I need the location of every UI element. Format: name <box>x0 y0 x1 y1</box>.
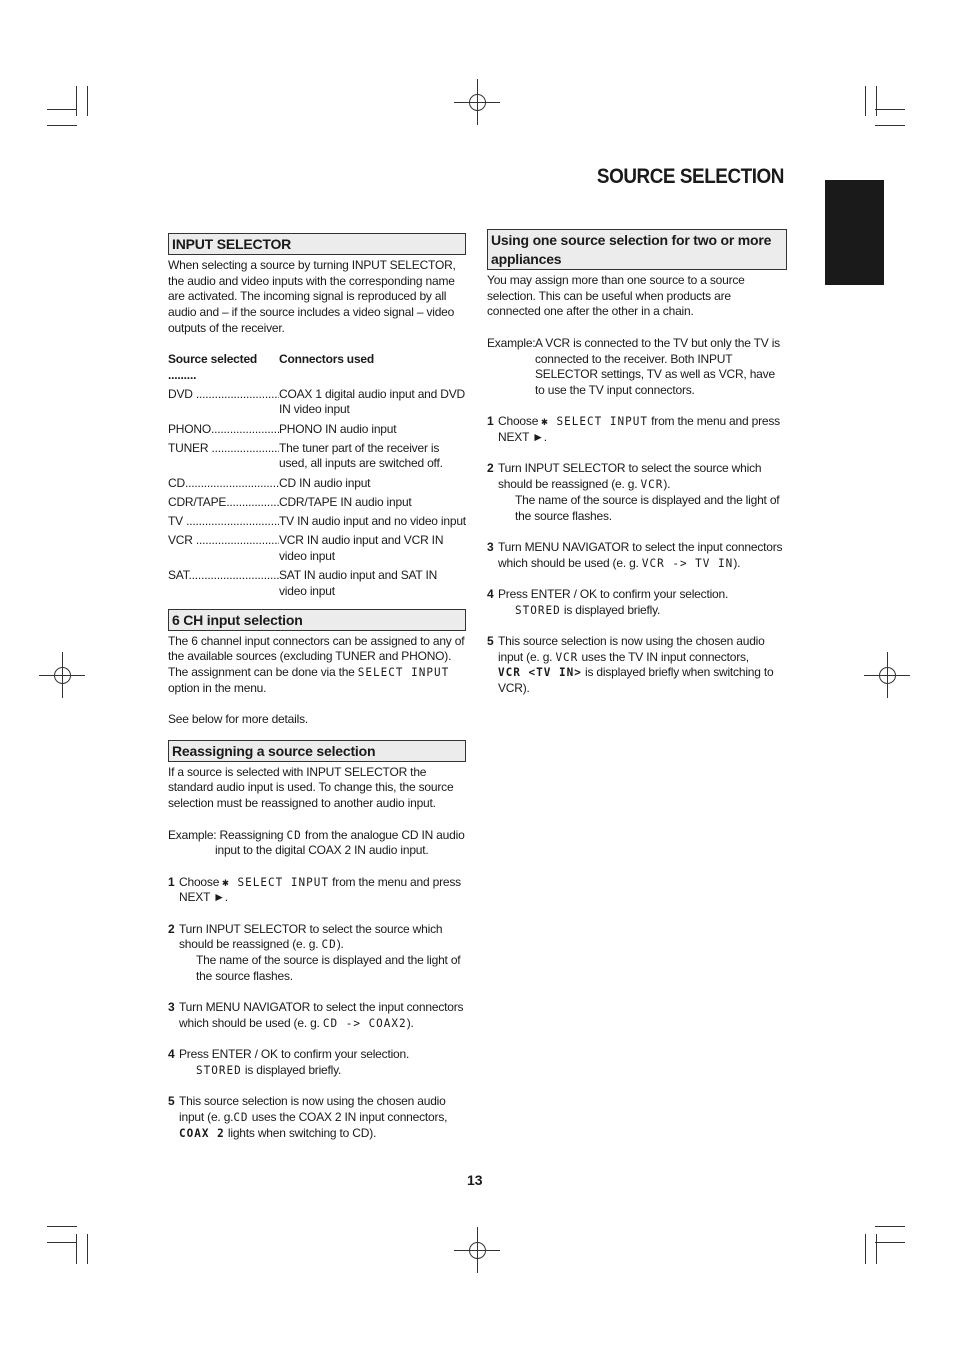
crop-mark <box>47 125 77 126</box>
crop-mark <box>87 86 88 116</box>
step-text: Choose <box>498 414 542 429</box>
step-text: Turn INPUT SELECTOR to select the source which should be reassigned (e. g. <box>179 921 443 952</box>
connectors-used: The tuner part of the receiver is used, all inputs are switched off. <box>279 440 443 471</box>
crop-mark <box>47 109 77 110</box>
step-text: This source selection is now using the chosen audio input (e. g. <box>498 634 765 664</box>
crop-mark <box>876 1234 877 1264</box>
crop-mark <box>876 86 877 116</box>
step-body <box>179 875 466 906</box>
step-text: ). <box>733 555 741 570</box>
table-row <box>168 387 466 418</box>
step-text: Press ENTER / OK to confirm your selection. <box>498 586 729 601</box>
input-selector-intro: When selecting a source by turning INPUT SELECTOR, the audio and video inputs with the corresponding name are activated. The incoming signal is reproduced by all audio and – if the source includes a video signal – video outputs of the receiver. <box>168 258 456 335</box>
lcd-text: CD -> COAX2 <box>322 1016 407 1031</box>
connectors-used: CDR/TAPE IN audio input <box>279 494 412 509</box>
step-text: ). <box>336 937 344 952</box>
step-line <box>179 1000 466 1031</box>
crop-mark <box>865 1234 866 1264</box>
step-body <box>498 587 787 618</box>
crop-mark <box>87 1234 88 1264</box>
step-number: 2 <box>168 921 175 936</box>
step-text: uses the COAX 2 IN input connectors, <box>248 1110 448 1125</box>
step-body <box>179 922 466 985</box>
six-ch-heading: 6 CH input selection <box>168 609 466 631</box>
step-line <box>498 540 787 571</box>
source-name: CD ..... <box>168 476 279 492</box>
connectors-used: SAT IN audio input and SAT IN video input <box>279 568 438 598</box>
lcd-indicator: COAX 2 <box>179 1126 225 1141</box>
lcd-text: CD <box>321 938 337 952</box>
source-name: SAT ..... <box>168 568 279 599</box>
step-number: 5 <box>487 634 494 649</box>
input-selector-heading: INPUT SELECTOR <box>168 233 466 255</box>
crop-mark <box>76 86 77 116</box>
registration-mark-icon <box>464 1237 490 1263</box>
step-text: is displayed briefly. <box>560 602 661 617</box>
table-row <box>168 441 466 472</box>
step-body <box>179 1000 466 1031</box>
step-text: from the menu and press NEXT ►. <box>498 414 780 444</box>
crop-mark <box>875 125 905 126</box>
source-name: CDR/TAPE ..... <box>168 495 279 511</box>
reassign-steps <box>168 875 466 1142</box>
table-row <box>168 422 466 438</box>
lcd-text: ✱ SELECT INPUT <box>222 875 330 889</box>
step-text: Choose <box>179 874 223 889</box>
source-table <box>168 387 466 600</box>
source-header: Source selected ......... <box>168 352 258 382</box>
step-line <box>498 587 787 603</box>
step-text: ). <box>663 477 671 492</box>
connectors-used: TV IN audio input and no video input <box>279 514 466 529</box>
step-text: Turn MENU NAVIGATOR to select the input connectors which should be used (e. g. <box>498 539 783 570</box>
step-note: The name of the source is displayed and the light of the source flashes. <box>196 953 461 983</box>
multi-steps <box>487 414 787 697</box>
page-title: SOURCE SELECTION <box>596 165 784 188</box>
connectors-used: PHONO IN audio input <box>279 421 397 436</box>
source-name: VCR ..... <box>168 533 279 564</box>
step-number: 5 <box>168 1094 175 1109</box>
step-text: from the menu and press NEXT ►. <box>179 874 461 905</box>
step-line <box>179 1094 466 1141</box>
step-text: is displayed briefly. <box>241 1063 342 1078</box>
crop-mark <box>865 86 866 116</box>
reassign-example: Example: Reassigning CD from the analogue CD IN audio <box>168 827 465 842</box>
list-item <box>487 461 787 524</box>
registration-mark-icon <box>49 662 75 688</box>
list-item <box>168 1000 466 1031</box>
source-name: DVD ..... <box>168 387 279 418</box>
step-line <box>179 922 466 953</box>
step-line <box>498 461 787 492</box>
step-line <box>498 634 787 697</box>
lcd-indicator: VCR <TV IN> <box>498 666 582 680</box>
lcd-text: STORED <box>515 603 561 617</box>
registration-mark-icon <box>874 662 900 688</box>
reassign-intro: If a source is selected with INPUT SELECTOR the standard audio input is used. To change this, the source selection must be reassigned to another audio input. <box>168 764 454 811</box>
step-line <box>179 1063 466 1079</box>
step-number: 1 <box>487 414 494 429</box>
step-body <box>498 461 787 524</box>
step-line <box>179 875 466 906</box>
step-body <box>179 1047 466 1078</box>
six-ch-text: The 6 channel input connectors can be assigned to any of the available sources (excluding TUNER and PHONO). The assignment can be done via the SELECT INPUT option in the menu. <box>168 633 465 695</box>
step-body <box>498 540 787 571</box>
step-line <box>179 1047 466 1063</box>
lcd-select-input: SELECT INPUT <box>357 665 450 680</box>
see-below: See below for more details. <box>168 712 309 727</box>
step-text: is displayed briefly when switching to VCR). <box>498 665 774 696</box>
multi-heading: Using one source selection for two or more appliances <box>487 229 787 270</box>
step-number: 1 <box>168 874 175 889</box>
table-row <box>168 495 466 511</box>
source-name: TUNER ..... <box>168 441 279 472</box>
list-item <box>168 1047 466 1078</box>
list-item <box>487 587 787 618</box>
list-item <box>168 1094 466 1141</box>
reassign-heading: Reassigning a source selection <box>168 740 466 762</box>
page-number: 13 <box>467 1172 483 1188</box>
crop-mark <box>875 1226 905 1227</box>
step-text: Turn INPUT SELECTOR to select the source which should be reassigned (e. g. <box>498 461 762 492</box>
lcd-text: VCR <box>640 477 664 492</box>
table-row <box>168 476 466 492</box>
lcd-text: CD <box>233 1110 249 1125</box>
step-text: Press ENTER / OK to confirm your selection. <box>179 1047 410 1062</box>
step-line <box>498 414 787 445</box>
right-column <box>487 229 787 697</box>
list-item <box>487 634 787 697</box>
connectors-used: VCR IN audio input and VCR IN video input <box>279 533 444 563</box>
step-number: 2 <box>487 461 494 476</box>
step-note: The name of the source is displayed and the light of the source flashes. <box>515 492 780 523</box>
left-column <box>168 233 466 1142</box>
step-body <box>498 414 787 445</box>
reassign-example-line2: input to the digital COAX 2 IN audio input. <box>215 843 429 858</box>
list-item <box>487 414 787 445</box>
multi-intro: You may assign more than one source to a source selection. This can be useful when products are connected one after the other in a chain. <box>487 273 745 319</box>
step-body <box>498 634 787 697</box>
step-text: uses the TV IN input connectors, <box>578 649 749 664</box>
step-number: 4 <box>487 586 494 601</box>
step-text: This source selection is now using the chosen audio input (e. g. <box>179 1094 446 1125</box>
table-row <box>168 533 466 564</box>
list-item <box>168 875 466 906</box>
step-body <box>179 1094 466 1141</box>
lcd-text: ✱ SELECT INPUT <box>541 414 649 429</box>
step-line <box>498 603 787 619</box>
lcd-text: VCR -> TV IN <box>641 556 734 570</box>
step-number: 3 <box>487 539 494 554</box>
list-item <box>168 922 466 985</box>
connectors-used: CD IN audio input <box>279 475 371 490</box>
source-name: PHONO ..... <box>168 422 279 438</box>
connectors-header: Connectors used <box>279 352 375 367</box>
table-row <box>168 568 466 599</box>
step-text: Turn MENU NAVIGATOR to select the input connectors which should be used (e. g. <box>179 1000 464 1030</box>
lcd-text: STORED <box>196 1063 242 1078</box>
crop-mark <box>875 1242 905 1243</box>
source-name: TV ..... <box>168 514 279 530</box>
registration-mark-icon <box>464 89 490 115</box>
multi-example: Example: A VCR is connected to the TV but only the TV is connected to the receiver. Both INPUT SELECTOR settings, TV as well as VCR, have to use the TV input connectors. <box>487 335 780 397</box>
crop-mark <box>47 1242 77 1243</box>
crop-mark <box>47 1226 77 1227</box>
list-item <box>487 540 787 571</box>
connectors-used: COAX 1 digital audio input and DVD IN video input <box>279 386 465 417</box>
step-text: ). <box>406 1015 414 1030</box>
source-table-header <box>168 352 466 383</box>
step-number: 4 <box>168 1047 175 1062</box>
crop-mark <box>875 109 905 110</box>
table-row <box>168 514 466 530</box>
step-text: lights when switching to CD). <box>224 1125 377 1140</box>
step-number: 3 <box>168 1000 175 1015</box>
crop-mark <box>76 1234 77 1264</box>
language-tab <box>825 180 884 285</box>
lcd-text: VCR <box>555 650 579 665</box>
